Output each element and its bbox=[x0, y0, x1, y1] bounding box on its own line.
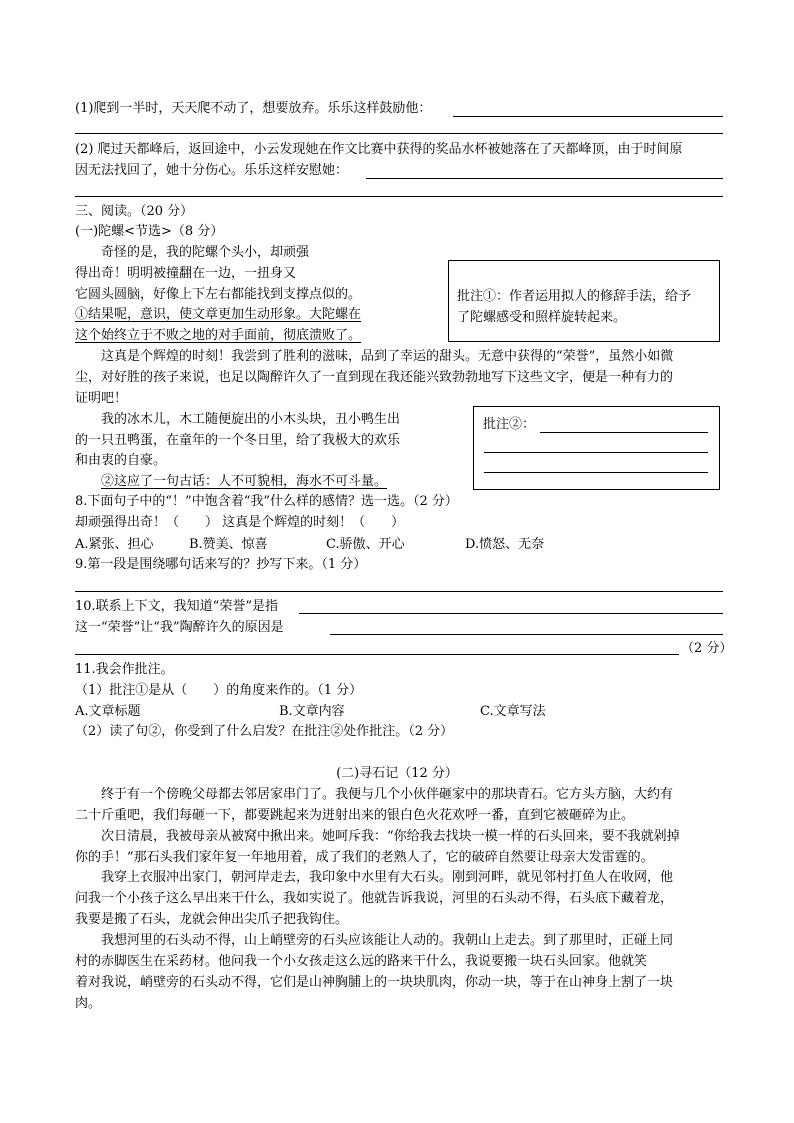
annotation-1-line1: 批注①：作者运用拟人的修辞手法，给予 bbox=[457, 289, 692, 304]
passage1-line: 尘，对好胜的孩子来说，也足以陶醉许久了一直到现在我还能兴致勃勃地写下这些文字，便是一种有力的 bbox=[75, 370, 674, 385]
passage2-line: 肉。 bbox=[75, 996, 102, 1011]
q11-option-c[interactable]: C.文章写法 bbox=[480, 704, 546, 719]
q6-item2-answer-line[interactable] bbox=[366, 178, 723, 179]
q6-item2-text-line2: 因无法找回了，她十分伤心。乐乐这样安慰她： bbox=[75, 163, 349, 178]
passage2-line: 着对我说，峭壁旁的石头动不得，它们是山神胸脯上的一块块肌肉，你动一块，等于在山神身上割了一块 bbox=[75, 975, 674, 990]
q8-option-c[interactable]: C.骄傲、开心 bbox=[326, 537, 405, 552]
q11-sub1: （1）批注①是从（ ）的角度来作的。（1 分） bbox=[75, 683, 363, 698]
passage1-line: 这真是个辉煌的时刻！我尝到了胜利的滋味，品到了幸运的甜头。无意中获得的“荣誉”，虽然小如微 bbox=[101, 349, 674, 364]
q6-item1-answer-line[interactable] bbox=[453, 116, 723, 117]
annotation-2-answer-line[interactable] bbox=[484, 472, 708, 473]
q10-answer-line-2[interactable] bbox=[330, 634, 723, 635]
passage2-line: 终于有一个傍晚父母都去邻居家串门了。我便与几个小伙伴砸家中的那块青石。它方头方脑，大约有 bbox=[101, 787, 674, 802]
annotation-box-1 bbox=[448, 260, 720, 342]
part2-title: (二)寻石记（12 分） bbox=[336, 766, 458, 781]
passage1-line: 我的冰木儿，木工随便旋出的小木头块，丑小鸭生出 bbox=[101, 412, 401, 427]
q8-option-b[interactable]: B.赞美、惊喜 bbox=[189, 537, 268, 552]
passage2-line: 次日清晨，我被母亲从被窝中揪出来。她呵斥我：“你给我去找块一模一样的石头回来，要不我就剁掉 bbox=[101, 829, 680, 844]
annotation-2-answer-line[interactable] bbox=[540, 432, 708, 433]
q6-item2-answer-line-2[interactable] bbox=[75, 196, 723, 197]
q8-stem: 8.下面句子中的“！”中饱含着“我”什么样的感情？选一选。（2 分） bbox=[75, 494, 458, 509]
q6-item1-answer-line-2[interactable] bbox=[75, 133, 723, 134]
passage1-line: 的一只丑鸭蛋，在童年的一个冬日里，给了我极大的欢乐 bbox=[75, 433, 401, 448]
q6-item2-text-line1: (2) 爬过天都峰后，返回途中，小云发现她在作文比赛中获得的奖品水杯被她落在了天都峰顶，由于时间原 bbox=[75, 142, 683, 157]
passage2-line: 我想河里的石头动不得，山上峭壁旁的石头应该能让人动的。我朝山上走去。到了那里时，正碰上同 bbox=[101, 933, 674, 948]
q10-answer-line-3[interactable] bbox=[75, 654, 679, 655]
q8-option-d[interactable]: D.愤怒、无奈 bbox=[465, 537, 545, 552]
passage2-line: 村的赤脚医生在采药材。他问我一个小女孩走这么远的路来干什么，我说要搬一块石头回家。他就笑 bbox=[75, 954, 648, 969]
passage2-line: 二十斤重吧，我们每砸一下，都要跳起来为迸射出来的银白色火花欢呼一番，直到它被砸碎为止。 bbox=[75, 808, 635, 823]
annotation-box-2[interactable] bbox=[473, 406, 720, 490]
passage2-line: 问我一个小孩子这么早出来干什么，我如实说了。他就告诉我说，河里的石头动不得，石头底下藏着龙， bbox=[75, 891, 674, 906]
passage1-line: 证明吧！ bbox=[75, 391, 128, 406]
passage1-line-underlined: 这个始终立于不败之地的对手面前，彻底溃败了。 bbox=[75, 328, 362, 343]
q9-answer-line[interactable] bbox=[75, 591, 723, 592]
passage1-line: 它圆头圆脑，好像上下左右都能找到支撑点似的。 bbox=[75, 287, 362, 302]
section-heading: 三、阅读。（20 分） bbox=[75, 204, 194, 219]
q11-sub2: （2）读了句②，你受到了什么启发？在批注②处作批注。（2 分） bbox=[75, 724, 454, 739]
q10-line2: 这一“荣誉”让“我”陶醉许久的原因是 bbox=[75, 620, 284, 635]
q10-line1: 10.联系上下文，我知道“荣誉”是指 bbox=[75, 599, 278, 614]
passage1-line-underlined: ①结果呢，意识，使文章更加生动形象。大陀螺在 bbox=[75, 307, 362, 322]
annotation-2-label: 批注②： bbox=[483, 417, 536, 432]
q9-stem: 9.第一段是围绕哪句话来写的？抄写下来。（1 分） bbox=[75, 557, 367, 572]
passage1-line: 奇怪的是，我的陀螺个头小，却顽强 bbox=[101, 245, 310, 260]
q8-sub: 却顽强得出奇！（ ） 这真是个辉煌的时刻！（ ） bbox=[75, 515, 405, 530]
passage2-line: 你的手！”那石头我们家年复一年地用着，成了我们的老熟人了，它的破碎自然要让母亲大发雷霆的。 bbox=[75, 850, 654, 865]
passage2-line: 我要是搬了石头，龙就会伸出尖爪子把我钩住。 bbox=[75, 912, 349, 927]
q11-option-a[interactable]: A.文章标题 bbox=[75, 704, 141, 719]
q10-answer-line-1[interactable] bbox=[299, 613, 723, 614]
passage2-line: 我穿上衣服冲出家门，朝河岸走去，我印象中水里有大石头。刚到河畔，就见邻村打鱼人在收网，他 bbox=[101, 870, 674, 885]
passage1-line: 和由衷的自豪。 bbox=[75, 453, 167, 468]
annotation-2-answer-line[interactable] bbox=[484, 452, 708, 453]
q11-stem: 11.我会作批注。 bbox=[75, 662, 174, 677]
annotation-1-line2: 了陀螺感受和照样旋转起来。 bbox=[457, 310, 627, 325]
q10-score: （2 分） bbox=[681, 641, 733, 656]
part1-title: (一)陀螺<节选>（8 分） bbox=[75, 224, 224, 239]
q6-item1-text: (1)爬到一半时，天天爬不动了，想要放弃。乐乐这样鼓励他： bbox=[75, 101, 432, 116]
q11-option-b[interactable]: B.文章内容 bbox=[279, 704, 345, 719]
passage1-line: 得出奇！明明被撞翻在一边，一扭身又 bbox=[75, 266, 297, 281]
q8-option-a[interactable]: A.紧张、担心 bbox=[75, 537, 154, 552]
passage1-line-underlined: ②这应了一句古话：人不可貌相，海水不可斗量。 bbox=[101, 474, 388, 489]
